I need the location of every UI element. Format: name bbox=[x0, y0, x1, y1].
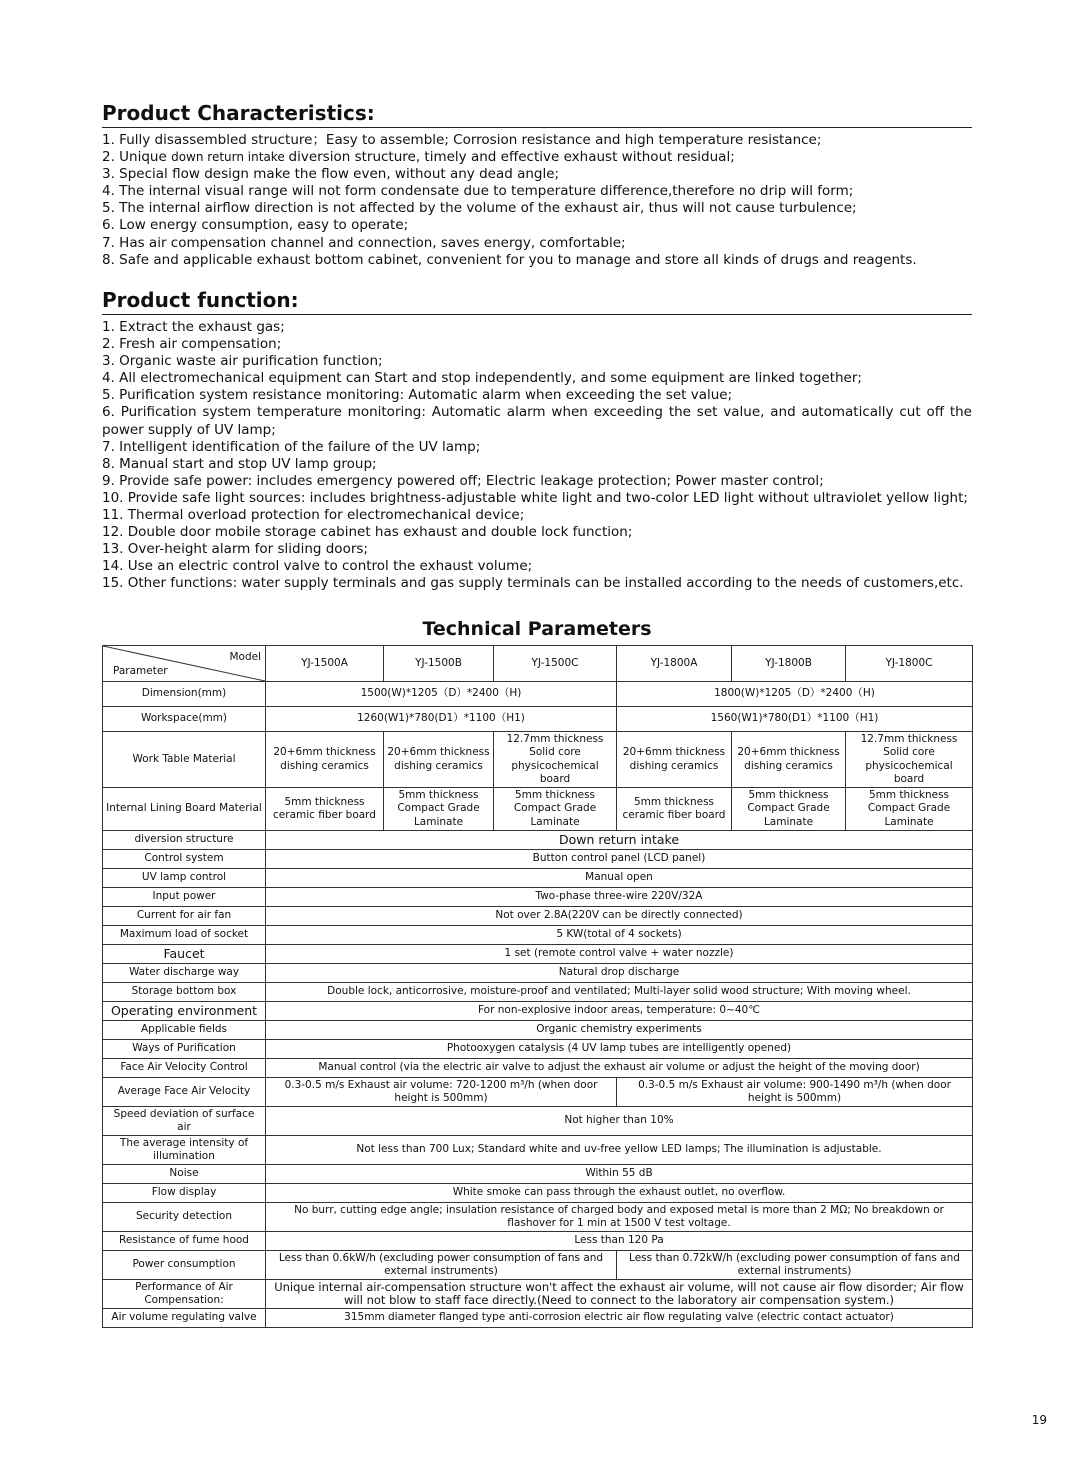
param-value: 5 KW(total of 4 sockets) bbox=[266, 926, 973, 945]
characteristics-title: Product Characteristics: bbox=[102, 100, 972, 128]
table-row bbox=[103, 850, 973, 869]
list-item: 4. All electromechanical equipment can Start and stop independently, and some equipment are linked together; bbox=[102, 370, 862, 387]
param-value: 20+6mm thickness dishing ceramics bbox=[384, 732, 494, 788]
model-header: YJ-1500B bbox=[384, 646, 494, 682]
param-value: 0.3-0.5 m/s Exhaust air volume: 720-1200 m³/h (when door height is 500mm) bbox=[266, 1078, 617, 1107]
param-value: 20+6mm thickness dishing ceramics bbox=[617, 732, 732, 788]
list-item: 13. Over-height alarm for sliding doors; bbox=[102, 541, 368, 558]
param-value: 1560(W1)*780(D1）*1100（H1) bbox=[617, 707, 973, 732]
param-value: 1 set (remote control valve + water nozzle) bbox=[266, 945, 973, 964]
list-item: 4. The internal visual range will not form condensate due to temperature difference,therefore no drip will form; bbox=[102, 183, 854, 200]
param-value: 5mm thickness Compact Grade Laminate bbox=[732, 788, 846, 831]
param-label: Air volume regulating valve bbox=[103, 1309, 266, 1328]
param-value: Manual control (via the electric air valve to adjust the exhaust air volume or adjust the height of the moving door) bbox=[266, 1059, 973, 1078]
item-small-text: down return intake bbox=[171, 150, 289, 165]
table-row bbox=[103, 1203, 973, 1232]
list-item: 1. Extract the exhaust gas; bbox=[102, 319, 285, 335]
list-item: 8. Manual start and stop UV lamp group; bbox=[102, 455, 377, 472]
model-header: YJ-1800C bbox=[846, 646, 973, 682]
list-item: 3. Special flow design make the flow even, without any dead angle; bbox=[102, 166, 560, 183]
param-label: Security detection bbox=[103, 1203, 266, 1232]
list-item: 5. The internal airflow direction is not affected by the volume of the exhaust air, thus will not cause turbulence; bbox=[102, 200, 857, 217]
param-value: Less than 0.6kW/h (excluding power consumption of fans and external instruments) bbox=[266, 1251, 617, 1280]
item-text: diversion structure, timely and effective exhaust without residual; bbox=[288, 149, 735, 166]
functions-title: Product function: bbox=[102, 287, 972, 315]
param-label: UV lamp control bbox=[103, 869, 266, 888]
list-item: 7. Has air compensation channel and connection, saves energy, comfortable; bbox=[102, 234, 626, 251]
param-value: Natural drop discharge bbox=[266, 964, 973, 983]
param-label: Control system bbox=[103, 850, 266, 869]
param-value: 12.7mm thickness Solid core physicochemical board bbox=[846, 732, 973, 788]
param-value: Down return intake bbox=[266, 831, 973, 850]
table-header-row bbox=[103, 646, 973, 682]
list-item: 6. Purification system temperature monitoring: Automatic alarm when exceeding the set value, and automatically cut off the power supply of UV lamp; bbox=[102, 404, 972, 438]
list-item: 12. Double door mobile storage cabinet has exhaust and double lock function; bbox=[102, 524, 633, 541]
param-value: 20+6mm thickness dishing ceramics bbox=[732, 732, 846, 788]
page-number: 19 bbox=[1031, 1413, 1047, 1427]
list-item: 1. Fully disassembled structure；Easy to assemble; Corrosion resistance and high temperature resistance; bbox=[102, 132, 822, 148]
table-row bbox=[103, 945, 973, 964]
param-value: Less than 0.72kW/h (excluding power consumption of fans and external instruments) bbox=[617, 1251, 973, 1280]
param-value: No burr, cutting edge angle; insulation resistance of charged body and exposed metal is more than 2 MΩ; No breakdown or flashover for 1 min at 1500 V test voltage. bbox=[266, 1203, 973, 1232]
list-item: 8. Safe and applicable exhaust bottom cabinet, convenient for you to manage and store all kinds of drugs and reagents. bbox=[102, 251, 917, 268]
param-label: The average intensity of illumination bbox=[103, 1136, 266, 1165]
param-label: Workspace(mm) bbox=[103, 707, 266, 732]
param-value: Photooxygen catalysis (4 UV lamp tubes are intelligently opened) bbox=[266, 1040, 973, 1059]
characteristics-list bbox=[102, 132, 972, 269]
param-label: Dimension(mm) bbox=[103, 682, 266, 707]
table-row bbox=[103, 1184, 973, 1203]
table-row bbox=[103, 926, 973, 945]
param-label: Work Table Material bbox=[103, 732, 266, 788]
param-label: Input power bbox=[103, 888, 266, 907]
functions-list bbox=[102, 319, 972, 593]
param-label: Current for air fan bbox=[103, 907, 266, 926]
table-row bbox=[103, 707, 973, 732]
table-row bbox=[103, 1059, 973, 1078]
table-row bbox=[103, 1040, 973, 1059]
table-row bbox=[103, 788, 973, 831]
param-value: For non-explosive indoor areas, temperature: 0~40℃ bbox=[266, 1002, 973, 1021]
corner-model-label: Model bbox=[229, 651, 261, 663]
param-value: Double lock, anticorrosive, moisture-proof and ventilated; Multi-layer solid wood structure; With moving wheel. bbox=[266, 983, 973, 1002]
param-label: Operating environment bbox=[103, 1002, 266, 1021]
param-value: 315mm diameter flanged type anti-corrosion electric air flow regulating valve (electric contact actuator) bbox=[266, 1309, 973, 1328]
param-value: Not higher than 10% bbox=[266, 1107, 973, 1136]
table-row bbox=[103, 682, 973, 707]
param-value: 5mm thickness Compact Grade Laminate bbox=[384, 788, 494, 831]
list-item: 3. Organic waste air purification function; bbox=[102, 353, 383, 370]
param-label: Internal Lining Board Material bbox=[103, 788, 266, 831]
list-item: 5. Purification system resistance monitoring: Automatic alarm when exceeding the set value; bbox=[102, 387, 733, 404]
table-row bbox=[103, 732, 973, 788]
param-value: Two-phase three-wire 220V/32A bbox=[266, 888, 973, 907]
param-label: Noise bbox=[103, 1165, 266, 1184]
corner-parameter-label: Parameter bbox=[113, 664, 168, 677]
table-row bbox=[103, 1002, 973, 1021]
table-row bbox=[103, 964, 973, 983]
table-row bbox=[103, 907, 973, 926]
technical-parameters-table bbox=[102, 645, 973, 1328]
param-value: 12.7mm thickness Solid core physicochemical board bbox=[494, 732, 617, 788]
param-value: Within 55 dB bbox=[266, 1165, 973, 1184]
param-value: Less than 120 Pa bbox=[266, 1232, 973, 1251]
technical-parameters-title: Technical Parameters bbox=[422, 618, 652, 640]
param-value: Not over 2.8A(220V can be directly connected) bbox=[266, 907, 973, 926]
param-value: 1260(W1)*780(D1）*1100（H1) bbox=[266, 707, 617, 732]
item-prefix: 2. Unique bbox=[102, 149, 172, 166]
param-value: Manual open bbox=[266, 869, 973, 888]
list-item: 14. Use an electric control valve to control the exhaust volume; bbox=[102, 558, 533, 575]
param-label: Storage bottom box bbox=[103, 983, 266, 1002]
param-value: Button control panel (LCD panel) bbox=[266, 850, 973, 869]
param-value: 5mm thickness Compact Grade Laminate bbox=[846, 788, 973, 831]
param-label: Performance of Air Compensation: bbox=[103, 1280, 266, 1309]
model-header: YJ-1800A bbox=[617, 646, 732, 682]
table-row bbox=[103, 1078, 973, 1107]
list-item: 11. Thermal overload protection for electromechanical device; bbox=[102, 507, 525, 524]
param-value: 5mm thickness ceramic fiber board bbox=[266, 788, 384, 831]
table-row bbox=[103, 869, 973, 888]
table-row bbox=[103, 1232, 973, 1251]
table-row bbox=[103, 1309, 973, 1328]
list-item: 10. Provide safe light sources: includes brightness-adjustable white light and two-color LED light without ultraviolet yellow light; bbox=[102, 489, 968, 506]
param-label: Water discharge way bbox=[103, 964, 266, 983]
table-row bbox=[103, 983, 973, 1002]
list-item bbox=[102, 149, 972, 166]
param-value: 20+6mm thickness dishing ceramics bbox=[266, 732, 384, 788]
param-value: 5mm thickness ceramic fiber board bbox=[617, 788, 732, 831]
param-value: 1800(W)*1205（D）*2400（H) bbox=[617, 682, 973, 707]
table-row bbox=[103, 888, 973, 907]
list-item: 6. Low energy consumption, easy to operate; bbox=[102, 217, 409, 234]
table-row bbox=[103, 1165, 973, 1184]
param-value: 5mm thickness Compact Grade Laminate bbox=[494, 788, 617, 831]
list-item: 2. Fresh air compensation; bbox=[102, 336, 282, 353]
param-label: Resistance of fume hood bbox=[103, 1232, 266, 1251]
param-value: 1500(W)*1205（D）*2400（H) bbox=[266, 682, 617, 707]
list-item: 9. Provide safe power: includes emergency powered off; Electric leakage protection; Power master control; bbox=[102, 472, 824, 489]
param-value: Not less than 700 Lux; Standard white and uv-free yellow LED lamps; The illumination is adjustable. bbox=[266, 1136, 973, 1165]
param-value: White smoke can pass through the exhaust outlet, no overflow. bbox=[266, 1184, 973, 1203]
table-row bbox=[103, 831, 973, 850]
table-row bbox=[103, 1251, 973, 1280]
param-label: Power consumption bbox=[103, 1251, 266, 1280]
param-value: Organic chemistry experiments bbox=[266, 1021, 973, 1040]
table-row bbox=[103, 1280, 973, 1309]
model-header: YJ-1800B bbox=[732, 646, 846, 682]
param-label: Maximum load of socket bbox=[103, 926, 266, 945]
list-item: 15. Other functions: water supply terminals and gas supply terminals can be installed according to the needs of customers,etc. bbox=[102, 575, 964, 592]
model-header: YJ-1500C bbox=[494, 646, 617, 682]
table-row bbox=[103, 1021, 973, 1040]
param-label: Faucet bbox=[103, 945, 266, 964]
param-label: Face Air Velocity Control bbox=[103, 1059, 266, 1078]
table-row bbox=[103, 1136, 973, 1165]
param-label: Ways of Purification bbox=[103, 1040, 266, 1059]
param-label: Applicable fields bbox=[103, 1021, 266, 1040]
list-item: 7. Intelligent identification of the failure of the UV lamp; bbox=[102, 438, 481, 455]
param-value: Unique internal air-compensation structure won't affect the exhaust air volume, will not cause air flow disorder; Air flow will not blow to staff face directly.(Need to connect to the laboratory air compensation system.) bbox=[266, 1280, 973, 1309]
param-label: Speed deviation of surface air bbox=[103, 1107, 266, 1136]
corner-cell bbox=[103, 646, 266, 682]
table-row bbox=[103, 1107, 973, 1136]
param-label: diversion structure bbox=[103, 831, 266, 850]
param-label: Flow display bbox=[103, 1184, 266, 1203]
param-value: 0.3-0.5 m/s Exhaust air volume: 900-1490 m³/h (when door height is 500mm) bbox=[617, 1078, 973, 1107]
param-label: Average Face Air Velocity bbox=[103, 1078, 266, 1107]
model-header: YJ-1500A bbox=[266, 646, 384, 682]
